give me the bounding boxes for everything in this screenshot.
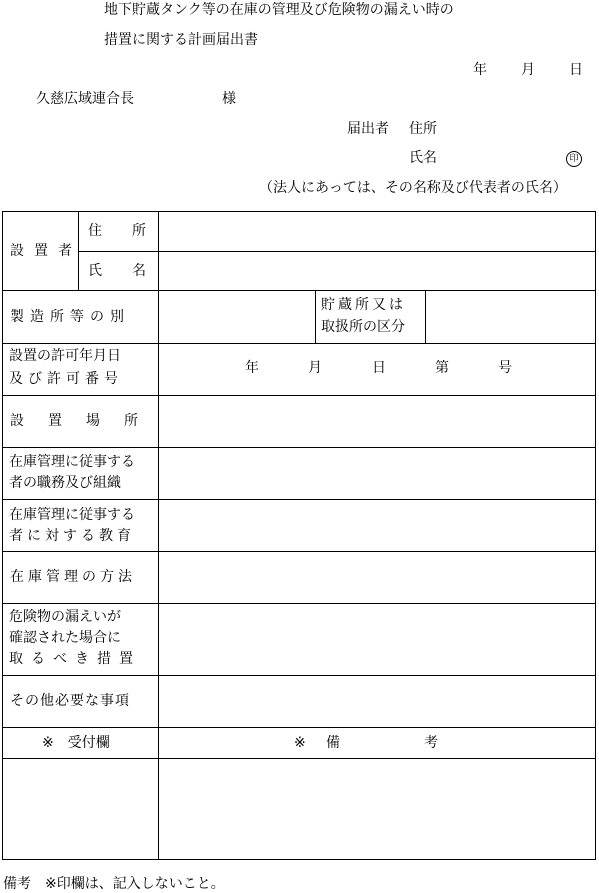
applicant-address-label: 住所 (409, 121, 437, 137)
leak-label-line2: 確認された場合に (9, 630, 121, 646)
column-divider (78, 211, 79, 290)
storage-class-label-line2: 取扱所の区分 (321, 319, 405, 335)
permit-no-label: 第 (435, 360, 449, 376)
staff-label-line2: 者の職務及び組織 (9, 475, 121, 491)
method-label: 在庫管理の方法 (10, 569, 136, 585)
facility-type-label: 製造所等の別 (10, 309, 130, 325)
column-divider (158, 211, 159, 860)
row-divider (2, 675, 596, 676)
installer-label (10, 244, 72, 258)
permit-label-line2: 及び許可番号 (9, 371, 123, 387)
addressee: 久慈広域連合長 (36, 91, 134, 107)
column-divider (425, 290, 426, 343)
installer-label-char: 置 (34, 243, 48, 259)
permit-month-label: 月 (308, 360, 322, 376)
row-divider (2, 727, 596, 728)
reception-field[interactable] (4, 760, 157, 859)
leak-label-line3: 取るべき措置 (9, 651, 141, 667)
applicant-label: 届出者 (347, 121, 389, 137)
installer-name-label: 氏名 (88, 263, 176, 279)
date-month-label: 月 (521, 62, 535, 78)
row-divider (2, 395, 596, 396)
row-divider (2, 551, 596, 552)
date-year-label: 年 (473, 62, 487, 78)
row-divider (2, 603, 596, 604)
staff-label-line1: 在庫管理に従事する (9, 454, 135, 470)
permit-year-label: 年 (245, 360, 259, 376)
form-title-line1: 地下貯蔵タンク等の在庫の管理及び危険物の漏えい時の (104, 2, 454, 18)
remarks-header: 備 考 (326, 735, 438, 751)
row-divider (78, 251, 596, 252)
other-label: その他必要な事項 (10, 693, 130, 709)
location-label: 設置場所 (10, 413, 162, 429)
permit-label-line1: 設置の許可年月日 (9, 348, 121, 364)
row-divider (2, 447, 596, 448)
staff-organization-field[interactable] (160, 449, 595, 498)
storage-class-field[interactable] (427, 292, 595, 342)
column-divider (315, 290, 316, 343)
row-divider (2, 290, 596, 291)
row-divider (2, 499, 596, 500)
remarks-mark: ※ (294, 735, 306, 751)
seal-mark: 印 (566, 151, 582, 167)
installer-name-field[interactable] (160, 253, 595, 289)
row-divider (2, 343, 596, 344)
footer-note: 備考 ※印欄は、記入しないこと。 (3, 876, 225, 892)
storage-class-label-line1: 貯蔵所又は (321, 297, 406, 313)
permit-go-label: 号 (498, 360, 512, 376)
other-field[interactable] (160, 677, 595, 726)
leak-measures-field[interactable] (160, 605, 595, 674)
honorific: 様 (222, 91, 236, 107)
installer-label-char: 設 (10, 243, 24, 259)
corporate-note: （法人にあっては、その名称及び代表者の氏名） (259, 180, 567, 196)
installer-address-label: 住所 (88, 223, 176, 239)
education-field[interactable] (160, 501, 595, 550)
education-label-line1: 在庫管理に従事する (9, 507, 135, 523)
permit-day-label: 日 (372, 360, 386, 376)
reception-header: ※ 受付欄 (42, 735, 110, 751)
applicant-name-label: 氏名 (409, 150, 437, 166)
facility-type-field[interactable] (160, 292, 314, 342)
form-title-line2: 措置に関する計画届出書 (104, 32, 258, 48)
location-field[interactable] (160, 397, 595, 446)
leak-label-line1: 危険物の漏えいが (9, 609, 121, 625)
installer-label-char: 者 (58, 243, 72, 259)
row-divider (2, 758, 596, 759)
date-day-label: 日 (569, 62, 583, 78)
installer-address-field[interactable] (160, 213, 595, 250)
remarks-field[interactable] (160, 760, 595, 859)
method-field[interactable] (160, 553, 595, 602)
education-label-line2: 者に対する教育 (9, 528, 135, 544)
